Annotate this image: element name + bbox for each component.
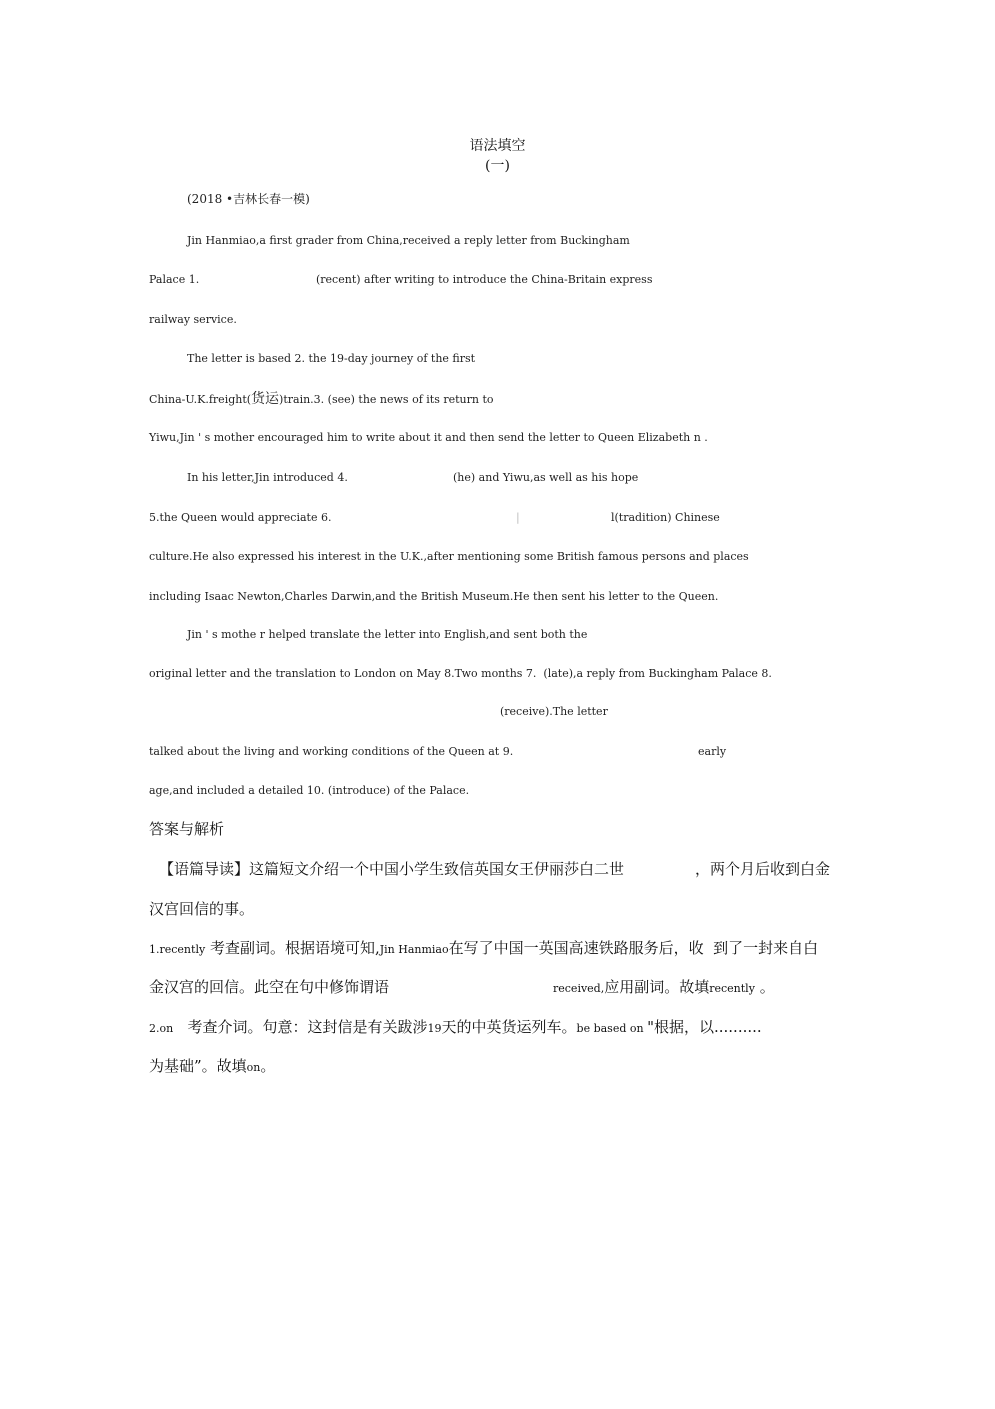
page-title: 语法填空 xyxy=(469,138,526,154)
passage-line: Palace 1. xyxy=(149,273,200,286)
passage-line: (receive).The letter xyxy=(500,705,608,718)
passage-line: including Isaac Newton,Charles Darwin,and the British Museum.He then sent his letter to the Queen. xyxy=(149,590,719,603)
page-subtitle: (一) xyxy=(485,158,510,174)
reading-guide-line: 汉宫回信的事。 xyxy=(149,900,255,918)
passage-line: early xyxy=(698,745,727,758)
passage-line: 5.the Queen would appreciate 6. xyxy=(149,511,332,524)
passage-line: culture.He also expressed his interest in the U.K.,after mentioning some British famous persons and places xyxy=(149,550,749,563)
separator-mark: | xyxy=(516,511,520,524)
passage-line: l(tradition) Chinese xyxy=(611,511,720,524)
passage-line: talked about the living and working conditions of the Queen at 9. xyxy=(149,745,514,758)
passage-line: railway service. xyxy=(149,313,237,326)
passage-line: original letter and the translation to London on May 8.Two months 7. (late),a reply from Buckingham Palace 8. xyxy=(149,667,772,680)
passage-line: (recent) after writing to introduce the China-Britain express xyxy=(316,273,653,286)
answer-1-line: 金汉宫的回信。此空在句中修饰谓语 xyxy=(149,978,390,996)
answer-2-line: 为基础”。故填on。 xyxy=(149,1057,276,1075)
answer-1-line: 1.recently 考查副词。根据语境可知,Jin Hanmiao在写了中国一英国高速铁路服务后，收 到了一封来自白 xyxy=(149,939,819,957)
answers-heading: 答案与解析 xyxy=(149,820,225,838)
answer-2-line: 2.on 考查介词。句意：这封信是有关跋涉19天的中英货运列车。be based on "根据，以.......... xyxy=(149,1018,762,1036)
passage-line: age,and included a detailed 10. (introduce) of the Palace. xyxy=(149,784,470,797)
passage-line: Yiwu,Jin ' s mother encouraged him to write about it and then send the letter to Queen Elizabeth n . xyxy=(149,431,708,444)
reading-guide-line: ，两个月后收到白金 xyxy=(695,860,831,878)
passage-line: In his letter,Jin introduced 4. xyxy=(187,471,348,484)
source-note: (2018 •吉林长春一模) xyxy=(187,192,310,206)
passage-line: China-U.K.freight(货运)train.3. (see) the news of its return to xyxy=(149,391,494,407)
passage-line: The letter is based 2. the 19-day journey of the first xyxy=(187,352,476,365)
passage-line: (he) and Yiwu,as well as his hope xyxy=(453,471,639,484)
passage-line: Jin Hanmiao,a first grader from China,received a reply letter from Buckingham xyxy=(187,234,630,247)
passage-line: Jin ' s mothe r helped translate the letter into English,and sent both the xyxy=(187,628,588,641)
answer-1-line: received,应用副词。故填recently 。 xyxy=(553,978,775,996)
reading-guide-line: 【语篇导读】这篇短文介绍一个中国小学生致信英国女王伊丽莎白二世 xyxy=(159,860,625,878)
